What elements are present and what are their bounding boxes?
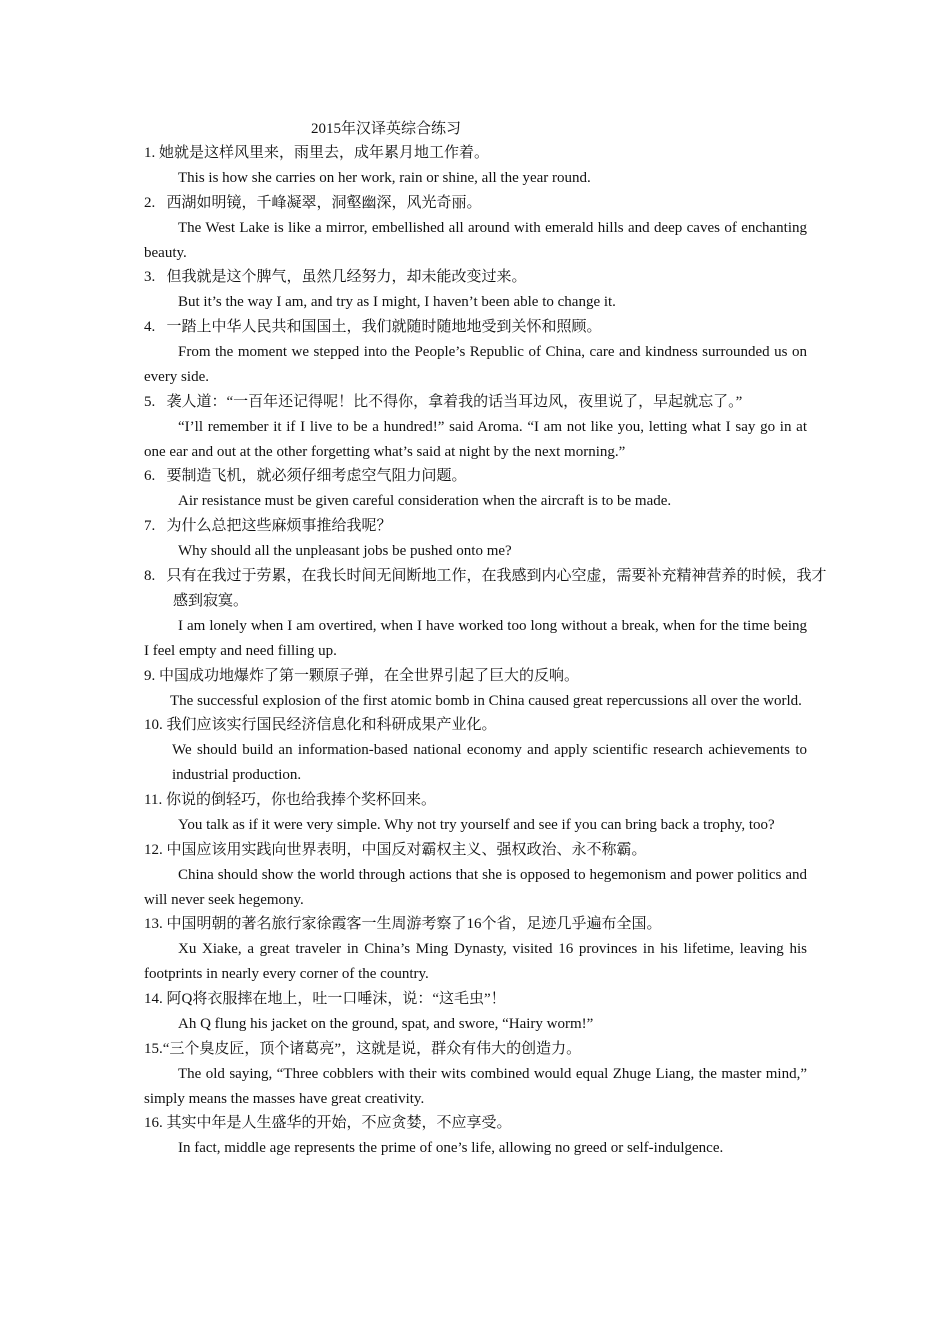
exercise-item-15 — [144, 1037, 807, 1112]
item-number: 15. — [144, 1040, 163, 1057]
exercise-item-3 — [144, 265, 807, 315]
chinese-sentence: 15.“三个臭皮匠，顶个诸葛亮”，这就是说，群众有伟大的创造力。 — [144, 1040, 582, 1057]
chinese-sentence: 13. 中国明朝的著名旅行家徐霞客一生周游考察了16个省，足迹几乎遍布全国。 — [144, 916, 662, 933]
english-translation: The West Lake is like a mirror, embellished all around with emerald hills and deep caves of enchanting beauty. — [144, 219, 807, 261]
item-number: 2. — [144, 194, 156, 211]
english-translation: We should build an information-based national economy and apply scientific research achievements to industrial production. — [172, 742, 807, 784]
english-translation: China should show the world through actions that she is opposed to hegemonism and power politics and will never seek hegemony. — [144, 866, 807, 908]
exercise-item-10 — [144, 713, 807, 788]
exercise-item-6 — [144, 464, 807, 514]
item-number: 11. — [144, 791, 163, 808]
exercise-item-12 — [144, 838, 807, 913]
item-number: 13. — [144, 916, 163, 933]
exercise-item-7 — [144, 514, 807, 564]
english-translation: You talk as if it were very simple. Why not try yourself and see if you can bring back a trophy, too? — [178, 816, 775, 833]
chinese-sentence: 14. 阿Q将衣服摔在地上，吐一口唾沫，说：“这毛虫”！ — [144, 990, 506, 1007]
english-translation: But it’s the way I am, and try as I might, I haven’t been able to change it. — [178, 294, 616, 311]
item-number: 3. — [144, 269, 156, 286]
english-translation: Air resistance must be given careful consideration when the aircraft is to be made. — [178, 493, 672, 510]
english-translation: This is how she carries on her work, rain or shine, all the year round. — [178, 170, 591, 186]
exercise-item-5 — [144, 390, 807, 465]
item-number: 16. — [144, 1115, 163, 1132]
item-number: 1. — [144, 145, 156, 161]
exercise-item-16 — [144, 1111, 807, 1161]
chinese-sentence: 4. 一踏上中华人民共和国国土，我们就随时随地地受到关怀和照顾。 — [144, 319, 602, 336]
item-number: 4. — [144, 319, 156, 336]
item-number: 6. — [144, 468, 156, 485]
item-number: 14. — [144, 990, 163, 1007]
exercise-item-2 — [144, 191, 807, 266]
english-translation: Ah Q flung his jacket on the ground, spat, and swore, “Hairy worm!” — [178, 1015, 594, 1032]
chinese-sentence: 11. 你说的倒轻巧，你也给我捧个奖杯回来。 — [144, 791, 436, 808]
exercise-item-14 — [144, 987, 807, 1037]
english-translation: The old saying, “Three cobblers with their wits combined would equal Zhuge Liang, the master mind,” simply means the masses have great creativity. — [144, 1065, 807, 1107]
item-number: 7. — [144, 518, 156, 535]
exercise-item-13 — [144, 912, 807, 987]
item-number: 5. — [144, 393, 156, 410]
english-translation: The successful explosion of the first atomic bomb in China caused great repercussions all over the world. — [170, 692, 802, 709]
chinese-sentence: 1. 她就是这样风里来，雨里去，成年累月地工作着。 — [144, 145, 490, 161]
chinese-sentence: 3. 但我就是这个脾气，虽然几经努力，却未能改变过来。 — [144, 269, 527, 286]
chinese-sentence: 9. 中国成功地爆炸了第一颗原子弹，在全世界引起了巨大的反响。 — [144, 667, 580, 684]
item-number: 10. — [144, 717, 163, 734]
english-translation: In fact, middle age represents the prime of one’s life, allowing no greed or self-indulgence. — [178, 1140, 724, 1157]
english-translation: Xu Xiake, a great traveler in China’s Ming Dynasty, visited 16 provinces in his lifetime, leaving his footprints in nearly every corner of the country. — [144, 941, 807, 983]
english-translation: “I’ll remember it if I live to be a hundred!” said Aroma. “I am not like you, letting what I say go in at one ear and out at the other forgetting what’s said at night by the next morning.” — [144, 418, 807, 460]
chinese-sentence: 8. 只有在我过于劳累，在我长时间无间断地工作，在我感到内心空虚，需要补充精神营养的时候，我才感到寂寞。 — [144, 567, 827, 609]
chinese-sentence: 5. 袭人道：“一百年还记得呢！比不得你，拿着我的话当耳边风，夜里说了，早起就忘了。” — [144, 393, 743, 410]
english-translation: Why should all the unpleasant jobs be pushed onto me? — [178, 543, 512, 560]
exercise-list — [144, 141, 827, 1161]
exercise-item-11 — [144, 788, 807, 838]
exercise-item-9 — [144, 664, 807, 714]
chinese-sentence: 2. 西湖如明镜，千峰凝翠，洞壑幽深，风光奇丽。 — [144, 194, 482, 211]
item-number: 8. — [144, 567, 156, 584]
item-number: 12. — [144, 841, 163, 858]
item-number: 9. — [144, 667, 156, 684]
chinese-sentence: 10. 我们应该实行国民经济信息化和科研成果产业化。 — [144, 717, 497, 734]
chinese-sentence: 7. 为什么总把这些麻烦事推给我呢？ — [144, 518, 392, 535]
document-title: 2015年汉译英综合练习 — [311, 121, 462, 137]
exercise-item-4 — [144, 315, 807, 390]
chinese-sentence: 6. 要制造飞机，就必须仔细考虑空气阻力问题。 — [144, 468, 467, 485]
exercise-item-1 — [144, 141, 807, 191]
exercise-item-8 — [144, 564, 827, 664]
english-translation: I am lonely when I am overtired, when I have worked too long without a break, when for the time being I feel empty and need filling up. — [144, 617, 807, 659]
chinese-sentence: 12. 中国应该用实践向世界表明，中国反对霸权主义、强权政治、永不称霸。 — [144, 841, 647, 858]
chinese-sentence: 16. 其实中年是人生盛华的开始，不应贪婪，不应享受。 — [144, 1115, 512, 1132]
english-translation: From the moment we stepped into the People’s Republic of China, care and kindness surrounded us on every side. — [144, 344, 807, 385]
